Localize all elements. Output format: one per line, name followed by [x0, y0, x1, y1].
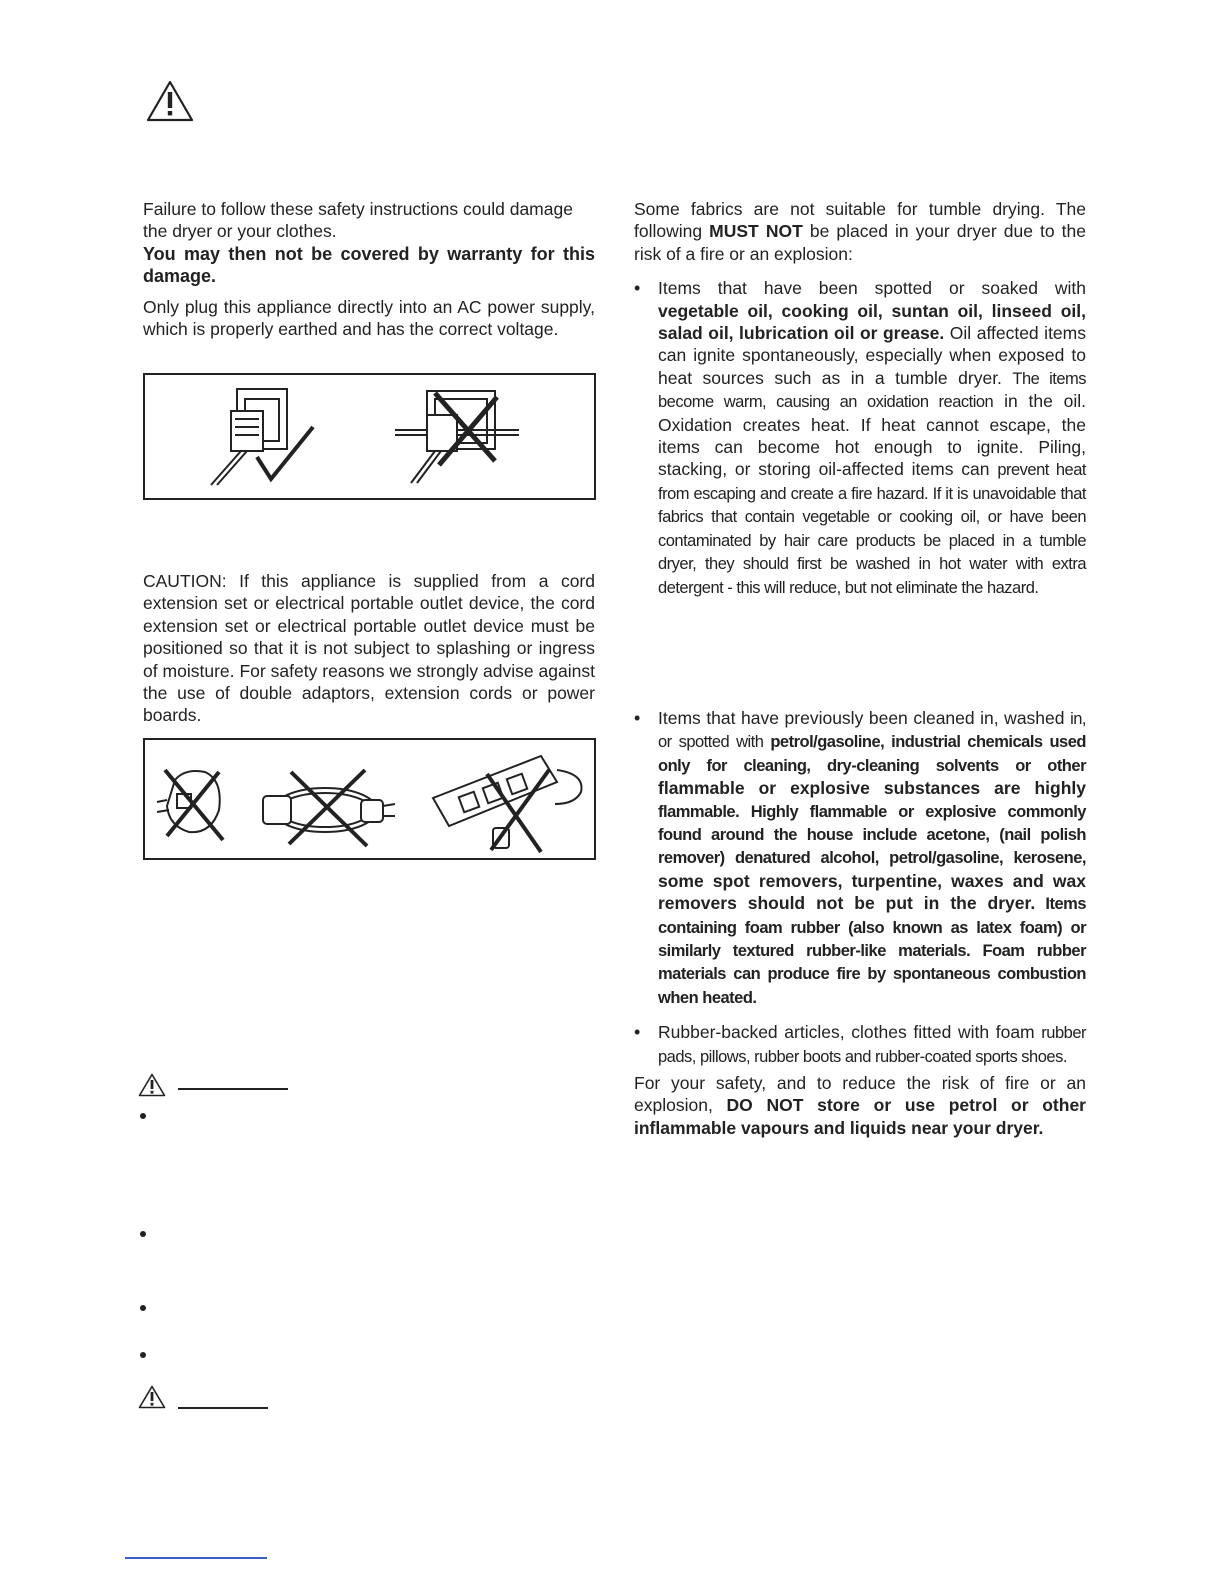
solvents-bold-1: petrol/gasoline, industrial chemicals used only for cleaning, dry-cleaning solvents or other — [658, 733, 1086, 775]
left-column — [143, 198, 595, 340]
bullet-marker — [140, 1305, 146, 1311]
adaptors-illustration — [145, 740, 594, 858]
list-item-solvents — [634, 707, 1086, 1009]
warning-triangle-icon — [138, 1073, 166, 1097]
bullet-marker — [140, 1231, 146, 1237]
plug-illustration — [145, 375, 594, 498]
right-column — [634, 198, 1086, 1139]
oil-text-b: Oil affected items can ignite spontaneously, especially when exposed to heat sources such as in a tumble dryer. — [658, 323, 1086, 388]
bullet-marker — [140, 1352, 146, 1358]
footer-link-rule — [125, 1557, 267, 1559]
plug-illustration-box — [143, 373, 596, 500]
solvents-text-b: in, or spotted with — [658, 709, 1086, 752]
warning-triangle-icon — [146, 80, 194, 122]
correct-plug-icon — [211, 389, 313, 485]
final-text: For your safety, and to reduce the risk of fire or an explosion, — [634, 1073, 1086, 1116]
warning-intro-line1: Failure to follow these safety instructions could damage — [143, 199, 573, 219]
incorrect-adaptor-icon — [395, 391, 519, 483]
intro-text: Some fabrics are not suitable for tumble drying. The following — [634, 199, 1086, 242]
final-bold: DO NOT store or use petrol or other inflammable vapours and liquids near your dryer. — [634, 1095, 1086, 1138]
oil-text-c: The items become warm, causing an oxidation reaction — [658, 369, 1086, 412]
list-item-oil — [634, 277, 1086, 599]
bullet-marker — [140, 1113, 146, 1119]
double-adaptor-icon — [157, 770, 223, 840]
heading-underline — [178, 1088, 288, 1090]
warning-intro-line2: the dryer or your clothes. — [143, 221, 337, 242]
foam-rubber-bold: Items containing foam rubber (also known as latex foam) or similarly textured rubber-like materials. Foam rubber materials can produce fire by spontaneous combustion when heated. — [658, 895, 1087, 1007]
solvents-text-a: Items that have previously been cleaned in, washed — [658, 707, 1065, 728]
list-item-rubber — [634, 1021, 1086, 1068]
solvents-bold-2: flammable or explosive substances are highly — [658, 778, 1086, 799]
power-board-icon — [433, 756, 582, 852]
final-safety-paragraph — [634, 1072, 1086, 1139]
left-caution — [143, 570, 595, 727]
oil-types-bold: vegetable oil, cooking oil, suntan oil, linseed oil, salad oil, lubrication oil or grease. — [658, 300, 1086, 344]
fabrics-intro — [634, 198, 1086, 265]
rubber-text-b: rubber pads, pillows, rubber boots and rubber-coated sports shoes. — [658, 1024, 1086, 1066]
solvents-bold-4: some spot removers, turpentine, waxes and wax removers should not be put in the dryer. — [658, 870, 1086, 914]
heading-underline — [178, 1407, 268, 1409]
warranty-warning: You may then not be covered by warranty for this damage. — [143, 243, 595, 287]
oil-text-d: in the oil. Oxidation creates heat. If heat cannot escape, the items can become hot enough to ignite. Piling, stacking, or storing oil-affected items can — [658, 391, 1086, 480]
oil-text-e: prevent heat from escaping and create a fire hazard. If it is unavoidable that fabrics that contain vegetable or cooking oil, or have been contaminated by hair care products be placed in a tumble dryer, they should first be washed in hot water with extra detergent - this will reduce, but not eliminate the hazard. — [658, 461, 1086, 597]
must-not-emphasis: MUST NOT — [709, 221, 803, 242]
extension-cord-icon — [263, 770, 395, 846]
solvents-bold-3: flammable. Highly flammable or explosive commonly found around the house include acetone, (nail polish remover) denatured alcohol, petrol/gasoline, kerosene, — [658, 802, 1086, 868]
adaptors-illustration-box — [143, 738, 596, 860]
rubber-text-a: Rubber-backed articles, clothes fitted with foam — [658, 1022, 1035, 1043]
caution-paragraph: CAUTION: If this appliance is supplied from a cord extension set or electrical portable outlet device, the cord extension set or electrical portable outlet device must be positioned so that it is not subject to splashing or ingress of moisture. For safety reasons we strongly advise against the use of double adaptors, extension cords or power boards. — [143, 571, 595, 726]
oil-text-a: Items that have been spotted or soaked with — [658, 278, 1086, 299]
warning-triangle-icon — [138, 1385, 166, 1409]
intro-text-end: be placed in your dryer due to the risk of a fire or an explosion: — [634, 221, 1086, 264]
power-supply-paragraph: Only plug this appliance directly into an AC power supply, which is properly earthed and has the correct voltage. — [143, 296, 595, 340]
